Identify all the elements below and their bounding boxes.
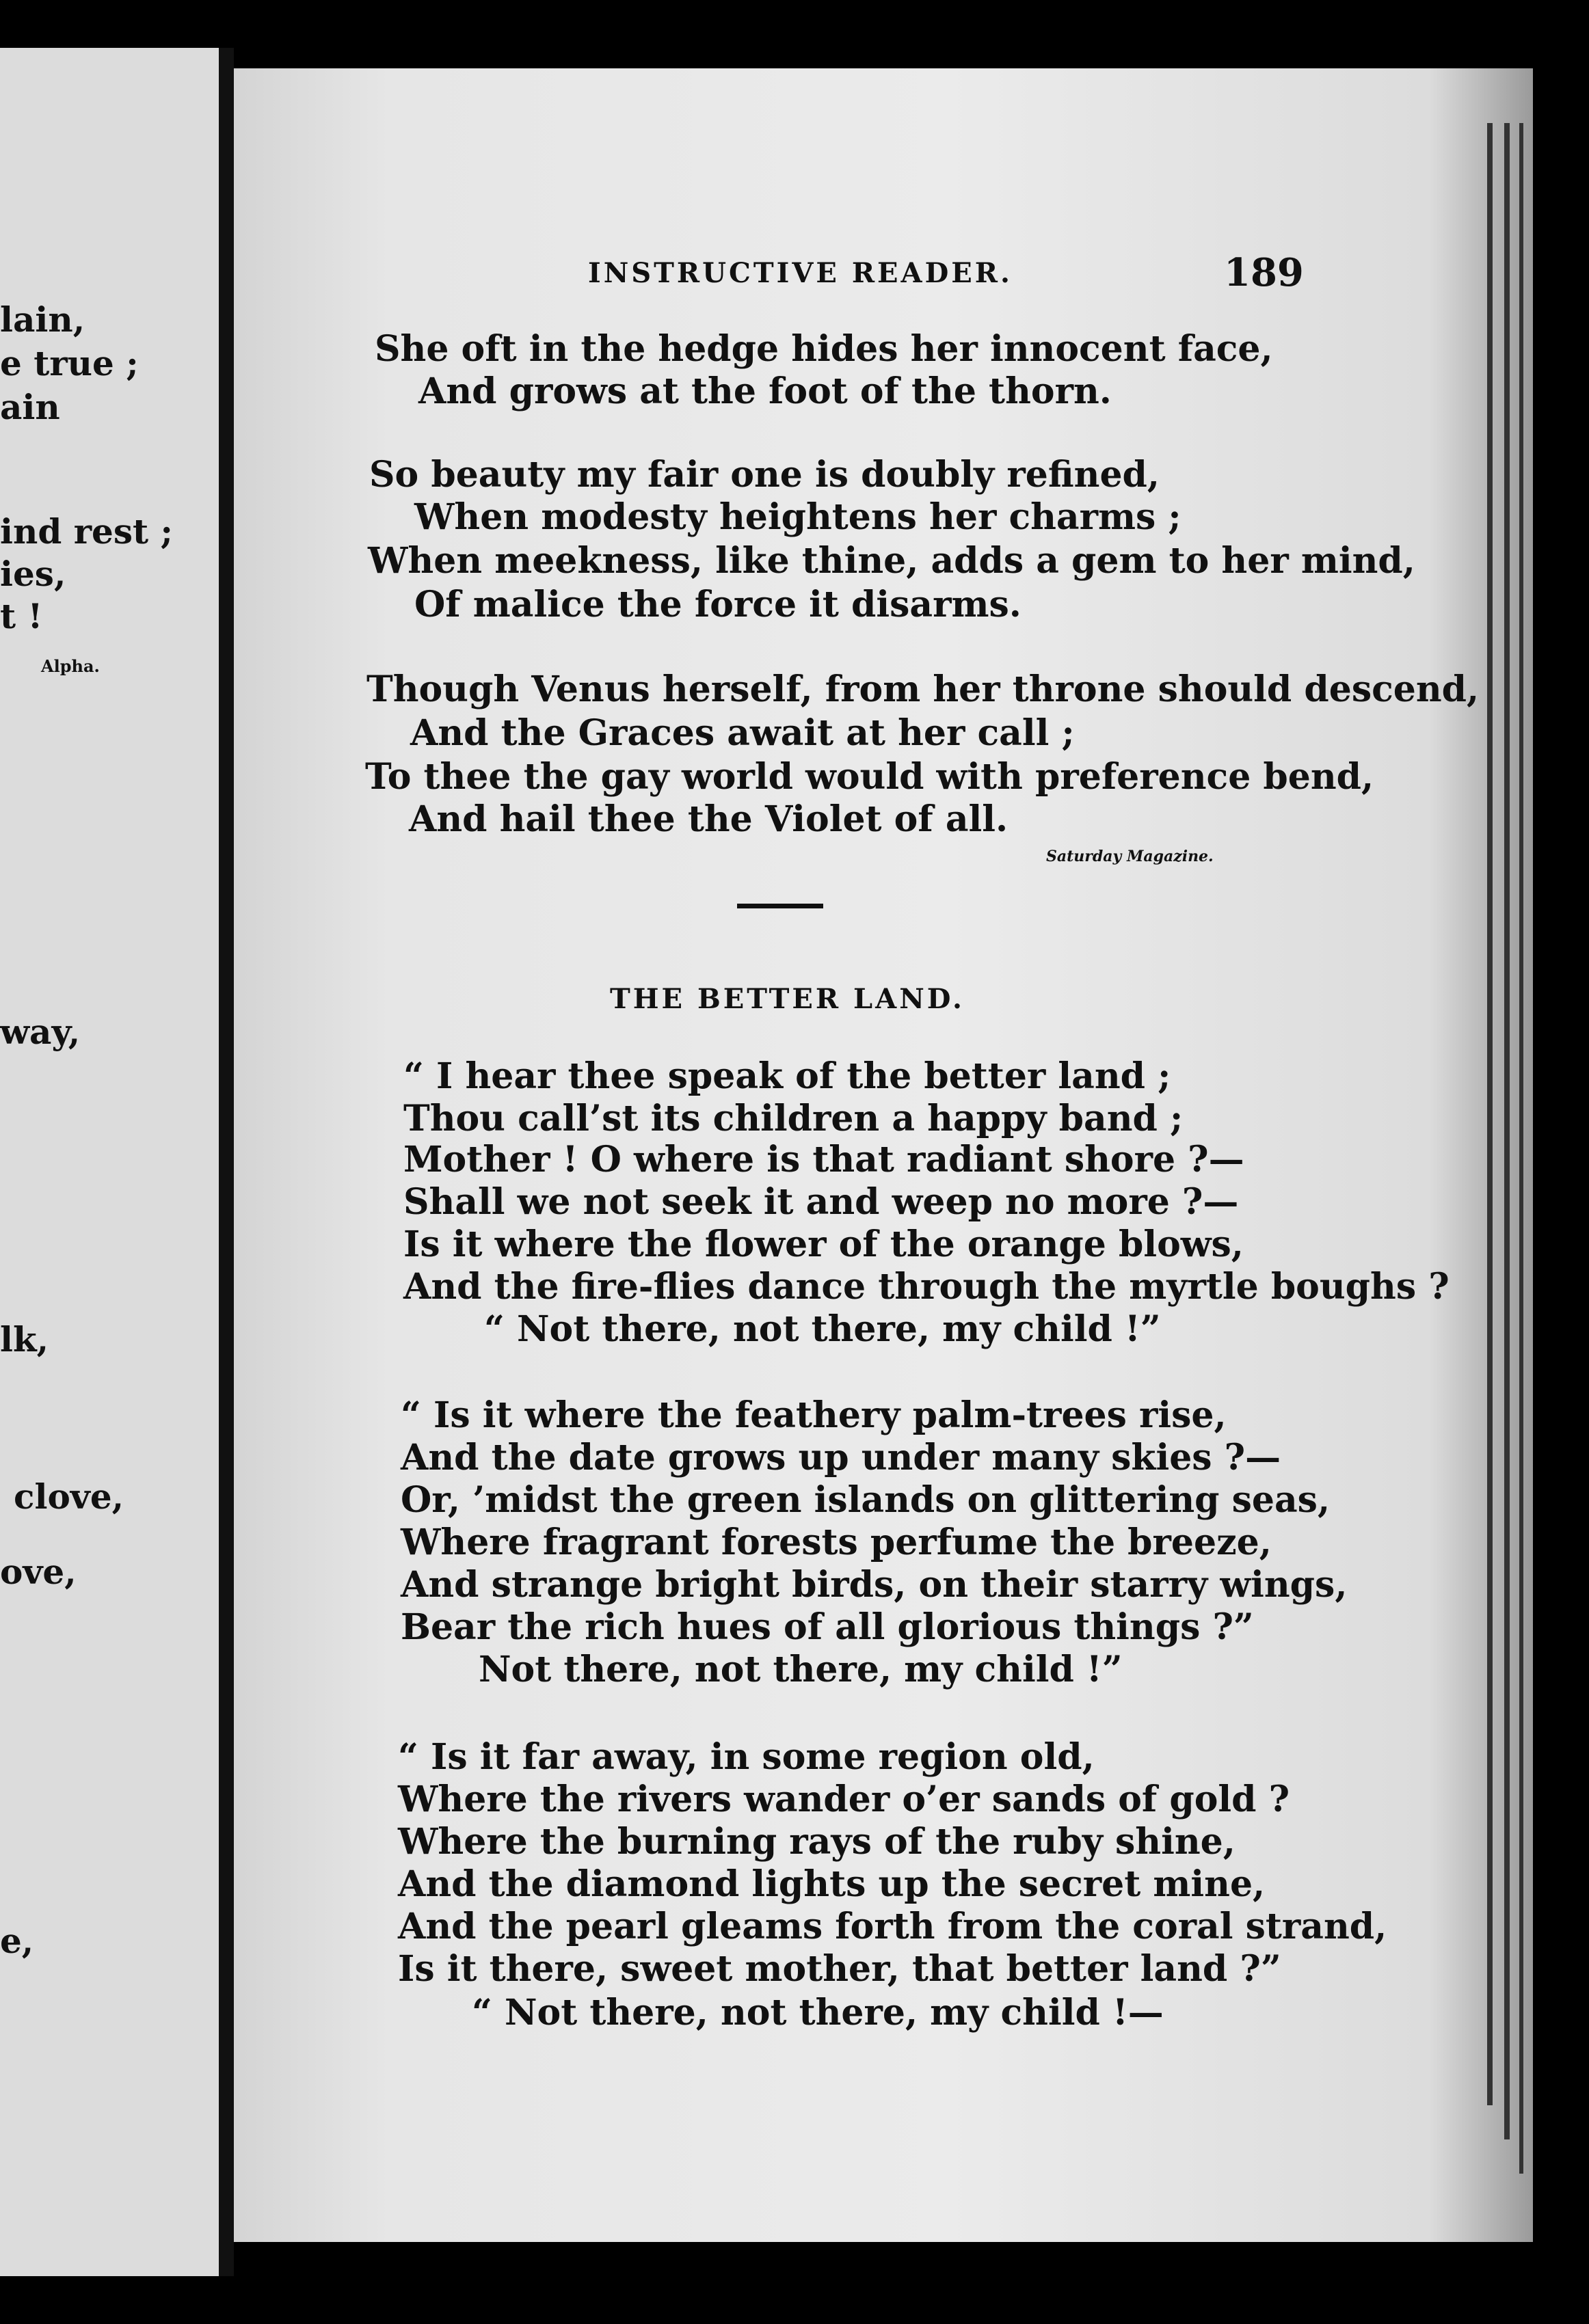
left-page-line: t ! [0,596,43,636]
poem-line: Where fragrant forests perfume the breeze, [401,1522,1272,1563]
left-page-line: e true ; [0,343,139,383]
poem-line: “ Is it where the feathery palm-trees rise, [401,1394,1227,1436]
poem-line: She oft in the hedge hides her innocent face, [375,328,1273,370]
poem-line: And the Graces await at her call ; [410,712,1075,754]
page-edge [1504,123,1510,2139]
poem-title: THE BETTER LAND. [610,983,965,1015]
poem-line: So beauty my fair one is doubly refined, [369,454,1160,496]
left-page-line: ove, [0,1552,77,1592]
left-page-line: lk, [0,1319,49,1360]
poem-line: Where the rivers wander o’er sands of gold ? [398,1779,1290,1820]
poem-line: “ Is it far away, in some region old, [398,1736,1095,1778]
poem-line: Thou call’st its children a happy band ; [403,1098,1184,1139]
section-divider [737,904,823,908]
left-page-line: lain, [0,299,85,340]
left-page [0,48,219,2276]
poem-line: Of malice the force it disarms. [414,584,1021,625]
poem-line: “ I hear thee speak of the better land ; [403,1055,1171,1097]
left-page-line: clove, [14,1476,124,1517]
left-page-line: ies, [0,554,66,594]
poem-line: “ Not there, not there, my child !— [472,1992,1164,2033]
poem-line: Though Venus herself, from her throne should descend, [366,668,1480,710]
page-edge [1519,123,1523,2174]
poem-line: And the fire-flies dance through the myrtle boughs ? [403,1266,1450,1308]
left-page-attribution: Alpha. [41,656,100,676]
poem-line: When meekness, like thine, adds a gem to her mind, [368,540,1415,582]
poem-line: Or, ’midst the green islands on glittering seas, [401,1479,1331,1521]
page-number: 189 [1224,250,1304,295]
left-page-line: ain [0,387,60,427]
left-page-line: way, [0,1012,81,1052]
page-edge [1487,123,1493,2105]
poem-line: Mother ! O where is that radiant shore ?— [403,1139,1244,1180]
left-page-line: e, [0,1921,34,1961]
poem-line: Bear the rich hues of all glorious things ?” [401,1606,1254,1648]
left-page-line: ind rest ; [0,511,173,552]
poem-line: Where the burning rays of the ruby shine, [398,1821,1236,1863]
running-title: INSTRUCTIVE READER. [588,257,1013,289]
poem-attribution: Saturday Magazine. [1046,848,1214,865]
poem-line: Is it where the flower of the orange blows, [403,1224,1244,1265]
poem-line: And grows at the foot of the thorn. [418,370,1112,412]
poem-line: And hail thee the Violet of all. [409,798,1009,840]
poem-line: Not there, not there, my child !” [479,1649,1123,1690]
poem-line: And strange bright birds, on their starry wings, [401,1564,1348,1606]
book-gutter [219,48,234,2276]
poem-line: And the diamond lights up the secret mine, [398,1863,1266,1905]
poem-line: When modesty heightens her charms ; [414,496,1181,538]
poem-line: And the date grows up under many skies ?— [401,1437,1281,1478]
poem-line: To thee the gay world would with preference bend, [365,756,1374,798]
poem-line: Is it there, sweet mother, that better land ?” [398,1948,1281,1990]
poem-line: Shall we not seek it and weep no more ?— [403,1181,1239,1223]
poem-line: “ Not there, not there, my child !” [484,1308,1161,1350]
poem-line: And the pearl gleams forth from the coral strand, [398,1906,1387,1947]
